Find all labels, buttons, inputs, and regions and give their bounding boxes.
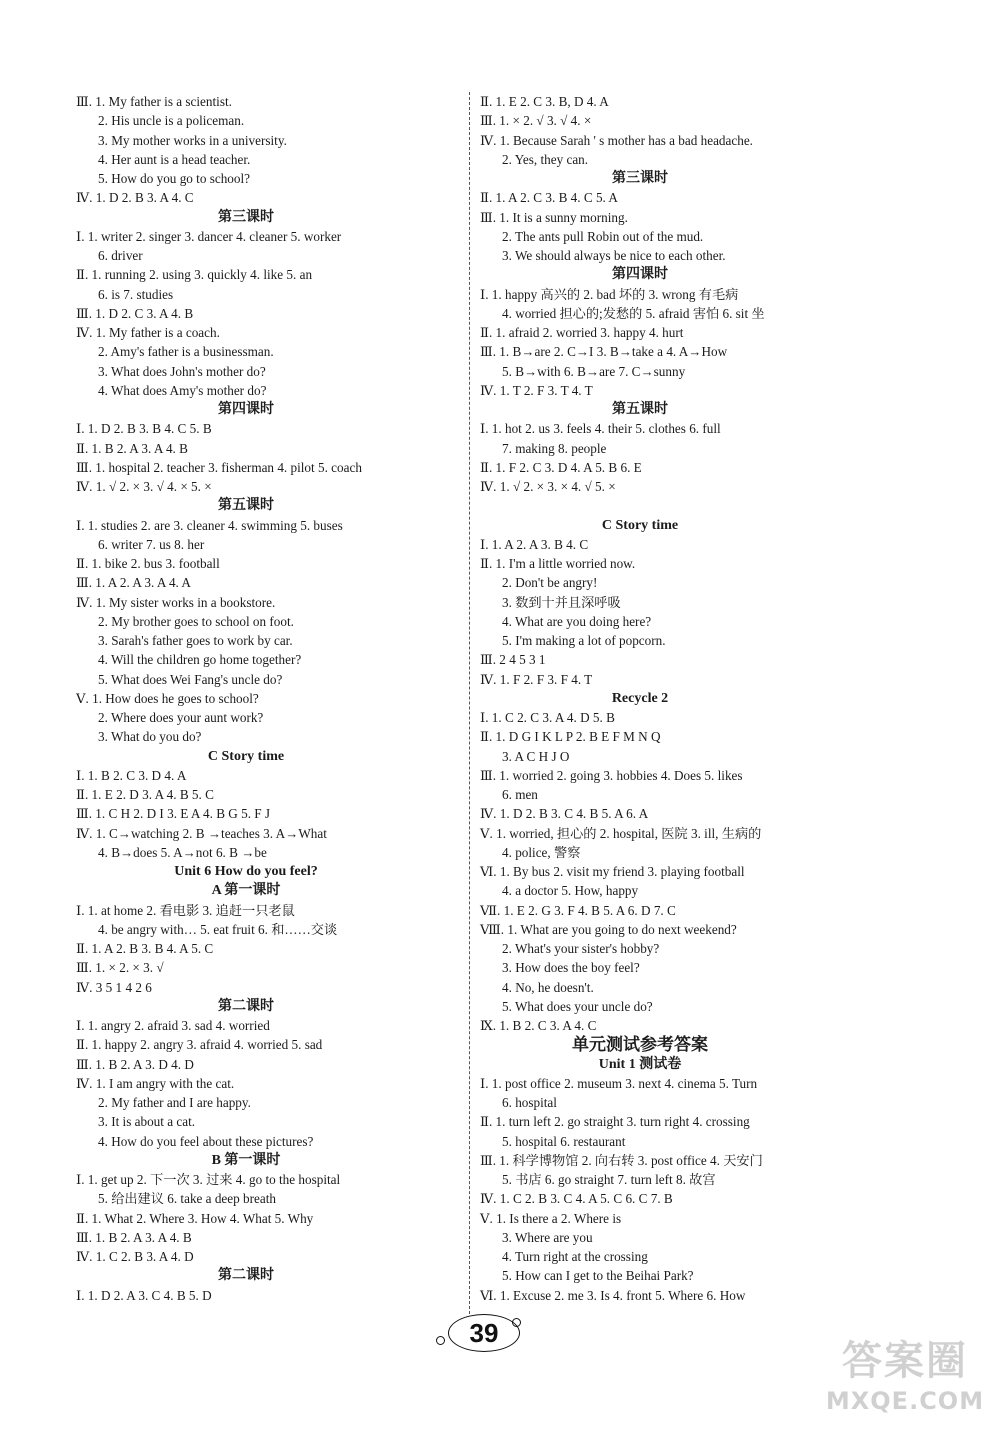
section-heading: 第二课时 — [218, 1268, 274, 1284]
answer-subline: 6. men — [502, 787, 538, 802]
watermark-cn: 答案圈 — [842, 1338, 968, 1384]
answer-subline: 4. B→does 5. A→not 6. B →be — [98, 844, 267, 860]
answer-line: Ⅲ. 1. C H 2. D I 3. E A 4. B G 5. F J — [76, 806, 271, 822]
answer-subline: 4. What does Amy's mother do? — [98, 382, 267, 398]
answer-subline: 2. My father and I are happy. — [98, 1095, 251, 1110]
answer-line: Ⅱ. 1. B 2. A 3. A 4. B — [76, 440, 188, 456]
answer-subline: 2. Amy's father is a businessman. — [98, 344, 274, 360]
answer-line: Ⅰ. 1. at home 2. 看电影 3. 追赶一只老鼠 — [76, 902, 295, 918]
answer-line: Ⅲ. 1. My father is a scientist. — [76, 94, 232, 109]
answer-line: Ⅰ. 1. C 2. C 3. A 4. D 5. B — [480, 710, 615, 725]
section-heading: C Story time — [207, 748, 285, 764]
answer-line: Ⅰ. 1. B 2. C 3. D 4. A — [76, 767, 187, 783]
answer-subline: 4. be angry with… 5. eat fruit 6. 和……交谈 — [98, 921, 338, 937]
section-heading: 第二课时 — [218, 998, 274, 1014]
answer-line: Ⅳ. 1. F 2. F 3. F 4. T — [480, 671, 593, 687]
answer-subline: 5. 书店 6. go straight 7. turn left 8. 故宫 — [502, 1172, 716, 1187]
answer-line: Ⅲ. 1. B 2. A 3. D 4. D — [76, 1056, 194, 1072]
answer-line: Ⅳ. 1. I am angry with the cat. — [76, 1075, 235, 1091]
bubble-right-decoration — [512, 1318, 521, 1327]
answer-subline: 2. My brother goes to school on foot. — [98, 613, 294, 629]
answer-line: Ⅳ. 1. C 2. B 3. C 4. A 5. C 6. C 7. B — [480, 1191, 673, 1207]
section-heading: C Story time — [601, 517, 679, 533]
answer-subline: 2. Yes, they can. — [502, 151, 589, 167]
answer-subline: 2. The ants pull Robin out of the mud. — [502, 228, 704, 244]
answer-subline: 6. writer 7. us 8. her — [98, 536, 205, 552]
answer-subline: 5. What does Wei Fang's uncle do? — [98, 671, 283, 687]
answer-subline: 5. hospital 6. restaurant — [502, 1133, 626, 1149]
answer-line: Ⅲ. 1. B→are 2. C→I 3. B→take a 4. A→How — [480, 344, 728, 360]
section-heading: Unit 6 How do you feel? — [174, 864, 318, 879]
answer-line: Ⅳ. 1. C 2. B 3. A 4. D — [76, 1249, 194, 1264]
answer-subline: 4. Will the children go home together? — [98, 652, 302, 668]
answer-line: Ⅳ. 1. √ 2. × 3. √ 4. × 5. × — [76, 479, 212, 494]
answer-line: Ⅴ. 1. How does he goes to school? — [76, 690, 259, 706]
answer-line: Ⅲ. 1. B 2. A 3. A 4. B — [76, 1229, 192, 1245]
spacer — [480, 496, 840, 515]
answer-line: Ⅶ. 1. E 2. G 3. F 4. B 5. A 6. D 7. C — [480, 902, 676, 918]
answer-line: Ⅰ. 1. post office 2. museum 3. next 4. cinema 5. Turn — [480, 1075, 758, 1091]
answer-subline: 2. Don't be angry! — [502, 575, 598, 591]
answer-subline: 4. Her aunt is a head teacher. — [98, 151, 251, 167]
answer-subline: 2. What's your sister's hobby? — [502, 941, 660, 956]
answer-subline: 3. Sarah's father goes to work by car. — [98, 633, 293, 648]
watermark-en: MXQE.COM — [825, 1387, 985, 1415]
answer-line: Ⅳ. 1. √ 2. × 3. × 4. √ 5. × — [480, 479, 616, 494]
answer-line: Ⅴ. 1. Is there a 2. Where is — [480, 1210, 622, 1226]
answer-line: Ⅲ. 1. × 2. × 3. √ — [76, 960, 164, 976]
answer-line: Ⅲ. 1. D 2. C 3. A 4. B — [76, 305, 194, 321]
section-title: 单元测试参考答案 — [572, 1035, 708, 1055]
answer-line: Ⅱ. 1. E 2. D 3. A 4. B 5. C — [76, 787, 214, 802]
section-heading: 第三课时 — [218, 209, 274, 225]
answer-line: Ⅳ. 1. My sister works in a bookstore. — [76, 594, 276, 610]
answer-line: Ⅱ. 1. I'm a little worried now. — [480, 556, 636, 571]
answer-subline: 4. police, 警察 — [502, 844, 581, 860]
answer-subline: 5. I'm making a lot of popcorn. — [502, 633, 666, 648]
right-answer-column — [480, 92, 840, 1305]
page-number: 39 — [448, 1314, 520, 1352]
answer-subline: 3. How does the boy feel? — [502, 960, 640, 976]
section-heading: B 第一课时 — [211, 1152, 281, 1168]
answer-line: Ⅲ. 1. It is a sunny morning. — [480, 209, 628, 225]
answer-line: Ⅰ. 1. D 2. A 3. C 4. B 5. D — [76, 1287, 212, 1303]
answer-subline: 2. Where does your aunt work? — [98, 710, 264, 725]
answer-line: Ⅰ. 1. writer 2. singer 3. dancer 4. cleaner 5. worker — [76, 228, 342, 244]
answer-subline: 4. a doctor 5. How, happy — [502, 883, 639, 899]
answer-line: Ⅱ. 1. running 2. using 3. quickly 4. like 5. an — [76, 267, 313, 283]
answer-line: Ⅲ. 2 4 5 3 1 — [480, 652, 546, 668]
answer-line: Ⅰ. 1. angry 2. afraid 3. sad 4. worried — [76, 1018, 270, 1033]
answer-line: Ⅲ. 1. hospital 2. teacher 3. fisherman 4. pilot 5. coach — [76, 459, 362, 475]
answer-subline: 6. is 7. studies — [98, 286, 174, 302]
section-heading: 第三课时 — [612, 171, 668, 186]
answer-line: Ⅷ. 1. What are you going to do next weekend? — [480, 921, 737, 937]
answer-line: Ⅵ. 1. Excuse 2. me 3. Is 4. front 5. Where 6. How — [480, 1287, 746, 1303]
answer-subline: 7. making 8. people — [502, 440, 607, 456]
answer-subline: 3. It is about a cat. — [98, 1114, 196, 1130]
answer-line: Ⅳ. 3 5 1 4 2 6 — [76, 979, 152, 995]
answer-line: Ⅳ. 1. D 2. B 3. C 4. B 5. A 6. A — [480, 806, 649, 822]
answer-subline: 3. What do you do? — [98, 729, 202, 745]
answer-subline: 5. How do you go to school? — [98, 171, 251, 186]
answer-subline: 3. A C H J O — [502, 748, 570, 764]
answer-line: Ⅱ. 1. turn left 2. go straight 3. turn right 4. crossing — [480, 1114, 750, 1130]
answer-subline: 3. What does John's mother do? — [98, 363, 266, 379]
answer-subline: 5. How can I get to the Beihai Park? — [502, 1268, 694, 1284]
answer-line: Ⅳ. 1. C→watching 2. B →teaches 3. A→What — [76, 825, 327, 841]
section-heading: Unit 1 测试卷 — [598, 1056, 682, 1072]
answer-subline: 5. 给出建议 6. take a deep breath — [98, 1191, 276, 1207]
bubble-left-decoration — [436, 1336, 445, 1345]
answer-subline: 3. 数到十并且深呼吸 — [502, 594, 621, 610]
answer-subline: 4. What are you doing here? — [502, 613, 652, 629]
answer-line: Ⅰ. 1. hot 2. us 3. feels 4. their 5. clothes 6. full — [480, 421, 721, 437]
answer-subline: 3. My mother works in a university. — [98, 132, 287, 148]
answer-subline: 4. No, he doesn't. — [502, 979, 594, 995]
answer-line: Ⅰ. 1. D 2. B 3. B 4. C 5. B — [76, 421, 212, 437]
answer-line: Ⅱ. 1. A 2. C 3. B 4. C 5. A — [480, 190, 618, 206]
answer-line: Ⅲ. 1. worried 2. going 3. hobbies 4. Does 5. likes — [480, 767, 743, 783]
section-heading: 第五课时 — [612, 402, 668, 417]
answer-line: Ⅱ. 1. F 2. C 3. D 4. A 5. B 6. E — [480, 459, 642, 475]
answer-subline: 6. hospital — [502, 1095, 557, 1110]
answer-line: Ⅲ. 1. 科学博物馆 2. 向右转 3. post office 4. 天安门 — [480, 1152, 763, 1168]
answer-line: Ⅲ. 1. × 2. √ 3. √ 4. × — [480, 113, 592, 129]
answer-line: Ⅸ. 1. B 2. C 3. A 4. C — [480, 1018, 597, 1033]
answer-subline: 2. His uncle is a policeman. — [98, 113, 245, 129]
left-answer-column — [76, 92, 456, 1305]
answer-line: Ⅴ. 1. worried, 担心的 2. hospital, 医院 3. ill, 生病的 — [480, 825, 762, 841]
answer-line: Ⅵ. 1. By bus 2. visit my friend 3. playing football — [480, 864, 745, 879]
answer-line: Ⅰ. 1. happy 高兴的 2. bad 坏的 3. wrong 有毛病 — [480, 286, 739, 302]
answer-subline: 4. worried 担心的;发愁的 5. afraid 害怕 6. sit 坐 — [502, 305, 765, 321]
answer-line: Ⅳ. 1. Because Sarah ' s mother has a bad headache. — [480, 132, 753, 148]
answer-subline: 4. Turn right at the crossing — [502, 1249, 648, 1264]
section-heading: 第四课时 — [218, 402, 274, 417]
section-heading: A 第一课时 — [211, 883, 281, 899]
answer-subline: 3. Where are you — [502, 1229, 593, 1245]
answer-line: Ⅱ. 1. A 2. B 3. B 4. A 5. C — [76, 941, 214, 956]
answer-line: Ⅲ. 1. A 2. A 3. A 4. A — [76, 575, 191, 591]
answer-line: Ⅱ. 1. D G I K L P 2. B E F M N Q — [480, 729, 661, 745]
answer-line: Ⅱ. 1. E 2. C 3. B, D 4. A — [480, 94, 609, 109]
answer-subline: 6. driver — [98, 248, 143, 263]
column-divider — [469, 92, 470, 1314]
section-heading: Recycle 2 — [611, 690, 669, 706]
answer-subline: 4. How do you feel about these pictures? — [98, 1133, 314, 1149]
answer-line: Ⅱ. 1. What 2. Where 3. How 4. What 5. Why — [76, 1210, 314, 1226]
answer-line: Ⅳ. 1. My father is a coach. — [76, 325, 220, 340]
answer-subline: 5. B→with 6. B→are 7. C→sunny — [502, 363, 686, 379]
answer-line: Ⅱ. 1. happy 2. angry 3. afraid 4. worried 5. sad — [76, 1037, 323, 1053]
section-heading: 第五课时 — [218, 498, 274, 514]
answer-line: Ⅳ. 1. T 2. F 3. T 4. T — [480, 382, 593, 398]
section-heading: 第四课时 — [612, 267, 668, 283]
answer-subline: 5. What does your uncle do? — [502, 998, 653, 1014]
answer-line: Ⅱ. 1. afraid 2. worried 3. happy 4. hurt — [480, 325, 684, 340]
watermark-logo — [820, 1336, 990, 1428]
answer-line: Ⅳ. 1. D 2. B 3. A 4. C — [76, 190, 194, 206]
answer-line: Ⅰ. 1. A 2. A 3. B 4. C — [480, 536, 589, 552]
answer-line: Ⅰ. 1. studies 2. are 3. cleaner 4. swimming 5. buses — [76, 517, 343, 533]
answer-line: Ⅰ. 1. get up 2. 下一次 3. 过来 4. go to the hospital — [76, 1172, 341, 1187]
answer-line: Ⅱ. 1. bike 2. bus 3. football — [76, 556, 220, 571]
answer-subline: 3. We should always be nice to each other. — [502, 248, 726, 263]
